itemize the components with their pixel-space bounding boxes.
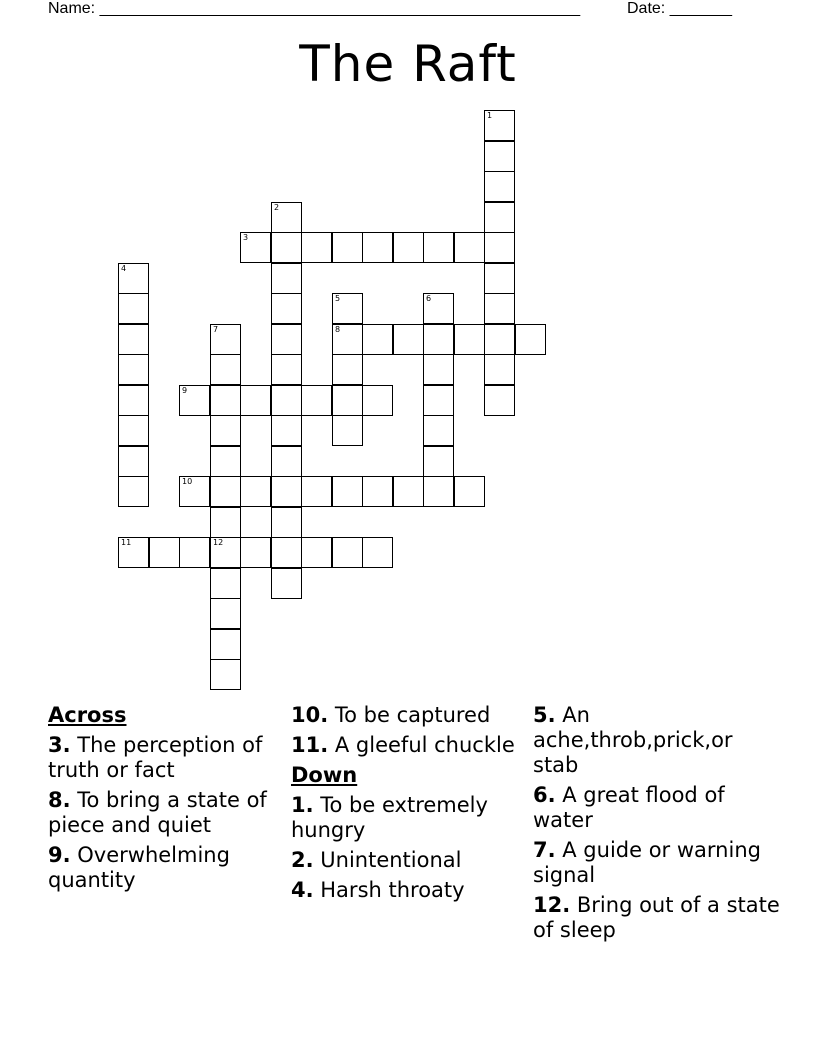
crossword-cell[interactable] xyxy=(179,537,210,568)
crossword-cell[interactable] xyxy=(301,476,332,507)
crossword-cell[interactable] xyxy=(423,324,454,355)
crossword-cell[interactable] xyxy=(210,629,241,660)
crossword-cell[interactable] xyxy=(484,324,515,355)
clue-down-5: 5. An ache,throb,prick,or stab xyxy=(533,703,733,777)
clue-number-label: 10 xyxy=(182,477,193,486)
clue-across-9: 9. Overwhelming quantity xyxy=(48,843,230,892)
crossword-cell[interactable] xyxy=(118,263,149,294)
crossword-cell[interactable] xyxy=(210,385,241,416)
crossword-cell[interactable] xyxy=(423,354,454,385)
clue-number-label: 12 xyxy=(213,538,224,547)
crossword-cell[interactable] xyxy=(118,324,149,355)
crossword-cell[interactable] xyxy=(362,232,393,263)
crossword-cell[interactable] xyxy=(423,446,454,477)
clue-down-12: 12. Bring out of a state of sleep xyxy=(533,893,780,942)
crossword-cell[interactable] xyxy=(271,446,302,477)
crossword-cell[interactable] xyxy=(240,476,271,507)
crossword-cell[interactable] xyxy=(423,415,454,446)
crossword-cell[interactable] xyxy=(393,324,424,355)
crossword-cell[interactable] xyxy=(118,293,149,324)
clues-column-3 xyxy=(533,703,783,948)
crossword-cell[interactable] xyxy=(271,263,302,294)
crossword-cell[interactable] xyxy=(210,476,241,507)
crossword-cell[interactable] xyxy=(271,385,302,416)
crossword-cell[interactable] xyxy=(210,507,241,538)
crossword-cell[interactable] xyxy=(271,537,302,568)
name-field-line: Name: ______________________________________________________ xyxy=(48,0,581,17)
crossword-cell[interactable] xyxy=(118,476,149,507)
crossword-cell[interactable] xyxy=(210,446,241,477)
puzzle-title: The Raft xyxy=(299,35,517,93)
crossword-cell[interactable] xyxy=(210,537,241,568)
crossword-cell[interactable] xyxy=(210,324,241,355)
clue-number-label: 8 xyxy=(335,325,341,334)
crossword-cell[interactable] xyxy=(484,202,515,233)
crossword-cell[interactable] xyxy=(484,171,515,202)
crossword-cell[interactable] xyxy=(332,385,363,416)
crossword-cell[interactable] xyxy=(362,476,393,507)
crossword-cell[interactable] xyxy=(484,263,515,294)
crossword-cell[interactable] xyxy=(271,568,302,599)
clue-down-1: 1. To be extremely hungry xyxy=(291,793,488,842)
clue-down-4: 4. Harsh throaty xyxy=(291,878,465,902)
crossword-cell[interactable] xyxy=(210,415,241,446)
crossword-cell[interactable] xyxy=(484,354,515,385)
clue-number-label: 9 xyxy=(182,386,188,395)
crossword-cell[interactable] xyxy=(240,385,271,416)
crossword-cell[interactable] xyxy=(484,232,515,263)
clue-number-label: 2 xyxy=(274,203,280,212)
crossword-cell[interactable] xyxy=(393,232,424,263)
crossword-cell[interactable] xyxy=(332,537,363,568)
crossword-cell[interactable] xyxy=(149,537,180,568)
crossword-cell[interactable] xyxy=(515,324,546,355)
crossword-cell[interactable] xyxy=(118,415,149,446)
crossword-cell[interactable] xyxy=(454,232,485,263)
crossword-cell[interactable] xyxy=(423,385,454,416)
crossword-cell[interactable] xyxy=(332,476,363,507)
clue-across-11: 11. A gleeful chuckle xyxy=(291,733,515,757)
crossword-cell[interactable] xyxy=(210,354,241,385)
crossword-cell[interactable] xyxy=(240,537,271,568)
crossword-cell[interactable] xyxy=(271,354,302,385)
crossword-cell[interactable] xyxy=(118,385,149,416)
down-heading: Down xyxy=(291,763,358,787)
clues-column-2 xyxy=(291,703,526,908)
crossword-cell[interactable] xyxy=(240,232,271,263)
crossword-cell[interactable] xyxy=(393,476,424,507)
clue-number-label: 7 xyxy=(213,325,219,334)
crossword-cell[interactable] xyxy=(332,324,363,355)
clue-across-3: 3. The perception of truth or fact xyxy=(48,733,263,782)
crossword-cell[interactable] xyxy=(301,537,332,568)
crossword-cell[interactable] xyxy=(362,324,393,355)
clue-number-label: 1 xyxy=(487,111,493,120)
crossword-cell[interactable] xyxy=(271,202,302,233)
clue-number-label: 3 xyxy=(243,233,249,242)
crossword-cell[interactable] xyxy=(271,476,302,507)
crossword-cell[interactable] xyxy=(271,324,302,355)
clue-down-2: 2. Unintentional xyxy=(291,848,462,872)
clue-across-10: 10. To be captured xyxy=(291,703,491,727)
crossword-cell[interactable] xyxy=(179,476,210,507)
crossword-cell[interactable] xyxy=(210,598,241,629)
clue-down-6: 6. A great flood of water xyxy=(533,783,725,832)
crossword-cell[interactable] xyxy=(332,293,363,324)
crossword-cell[interactable] xyxy=(271,232,302,263)
clue-number-label: 5 xyxy=(335,294,341,303)
crossword-cell[interactable] xyxy=(484,385,515,416)
crossword-cell[interactable] xyxy=(271,507,302,538)
crossword-cell[interactable] xyxy=(271,415,302,446)
crossword-cell[interactable] xyxy=(210,568,241,599)
crossword-cell[interactable] xyxy=(118,446,149,477)
crossword-cell[interactable] xyxy=(118,537,149,568)
crossword-cell[interactable] xyxy=(423,232,454,263)
crossword-cell[interactable] xyxy=(484,110,515,141)
crossword-cell[interactable] xyxy=(484,293,515,324)
crossword-cell[interactable] xyxy=(454,476,485,507)
crossword-cell[interactable] xyxy=(332,415,363,446)
crossword-cell[interactable] xyxy=(362,385,393,416)
crossword-cell[interactable] xyxy=(423,293,454,324)
clue-number-label: 6 xyxy=(426,294,432,303)
crossword-cell[interactable] xyxy=(332,232,363,263)
crossword-cell[interactable] xyxy=(484,141,515,172)
clue-number-label: 4 xyxy=(121,264,127,273)
crossword-cell[interactable] xyxy=(118,354,149,385)
crossword-cell[interactable] xyxy=(210,659,241,690)
clue-down-7: 7. A guide or warning signal xyxy=(533,838,761,887)
clues-column-1 xyxy=(48,703,283,898)
date-field-line: Date: _______ xyxy=(627,0,732,17)
crossword-cell[interactable] xyxy=(423,476,454,507)
crossword-cell[interactable] xyxy=(301,232,332,263)
crossword-cell[interactable] xyxy=(454,324,485,355)
across-heading: Across xyxy=(48,703,127,727)
crossword-cell[interactable] xyxy=(271,293,302,324)
crossword-cell[interactable] xyxy=(332,354,363,385)
crossword-cell[interactable] xyxy=(179,385,210,416)
crossword-cell[interactable] xyxy=(362,537,393,568)
crossword-cell[interactable] xyxy=(301,385,332,416)
clue-across-8: 8. To bring a state of piece and quiet xyxy=(48,788,267,837)
clue-number-label: 11 xyxy=(121,538,132,547)
